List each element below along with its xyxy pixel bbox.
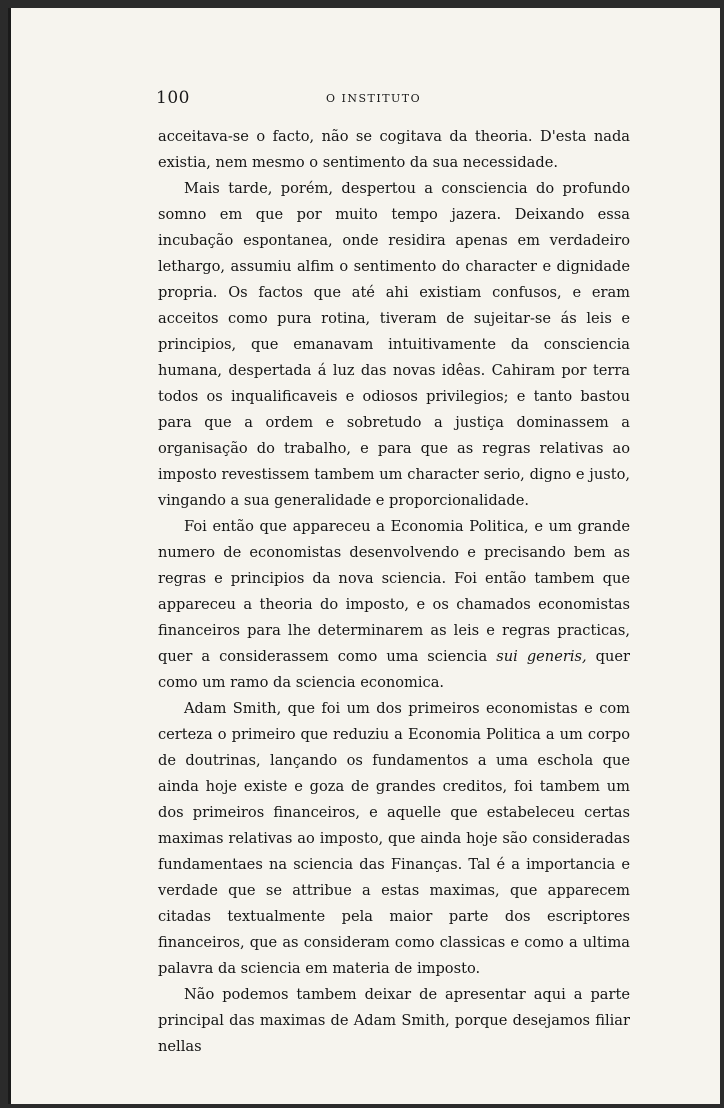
running-title: O INSTITUTO bbox=[326, 92, 422, 105]
body-text bbox=[158, 124, 630, 1060]
paragraph-5-text: Não podemos tambem deixar de apresentar aqui a parte principal das maximas de Adam Smith, porque desejamos filiar nellas bbox=[158, 986, 630, 1055]
paragraph-3-text-b: quer como um ramo da sciencia economica. bbox=[158, 648, 631, 691]
book-page bbox=[8, 8, 720, 1104]
paragraph-5 bbox=[158, 982, 630, 1060]
page-header bbox=[156, 88, 631, 112]
page-edge bbox=[8, 8, 11, 1104]
paragraph-3-italic: sui generis, bbox=[496, 648, 587, 665]
paragraph-3-text-a: Foi então que appareceu a Economia Politica, e um grande numero de economistas desenvolvendo e precisando bem as regras e principios da nova sciencia. Foi então tambem que appareceu a theoria do imposto, e os chamados economistas financeiros para lhe determinarem as leis e regras practicas, quer a considerassem como uma sciencia bbox=[158, 518, 630, 665]
paragraph-4-text: Adam Smith, que foi um dos primeiros economistas e com certeza o primeiro que reduziu a Economia Politica a um corpo de doutrinas, lançando os fundamentos a uma eschola que ainda hoje existe e goza de grandes creditos, foi tambem um dos primeiros financeiros, e aquelle que estabeleceu certas maximas relativas ao imposto, que ainda hoje são consideradas fundamentaes na sciencia das Finanças. Tal é a importancia e verdade que se attribue a estas maximas, que apparecem citadas textualmente pela maior parte dos escriptores financeiros, que as consideram como classicas e como a ultima palavra da sciencia em materia de imposto. bbox=[158, 700, 630, 977]
paragraph-2-text: Mais tarde, porém, despertou a consciencia do profundo somno em que por muito tempo jazera. Deixando essa incubação espontanea, onde residira apenas em verdadeiro lethargo, assumiu alfim o sentimento do character e dignidade propria. Os factos que até ahi existiam confusos, e eram acceitos como pura rotina, tiveram de sujeitar-se ás leis e principios, que emanavam intuitivamente da consciencia humana, despertada á luz das novas idêas. Cahiram por terra todos os inqualificaveis e odiosos privilegios; e tanto bastou para que a ordem e sobretudo a justiça dominassem a organisação do trabalho, e para que as regras relativas ao imposto revestissem tambem um character serio, digno e justo, vingando a sua generalidade e proporcionalidade. bbox=[158, 180, 630, 509]
paragraph-4 bbox=[158, 696, 630, 982]
paragraph-2 bbox=[158, 176, 630, 514]
page-number: 100 bbox=[156, 88, 190, 108]
paragraph-1-text: acceitava-se o facto, não se cogitava da theoria. D'esta nada existia, nem mesmo o sentimento da sua necessidade. bbox=[158, 128, 630, 171]
paragraph-1 bbox=[158, 124, 630, 176]
paragraph-3 bbox=[158, 514, 630, 696]
